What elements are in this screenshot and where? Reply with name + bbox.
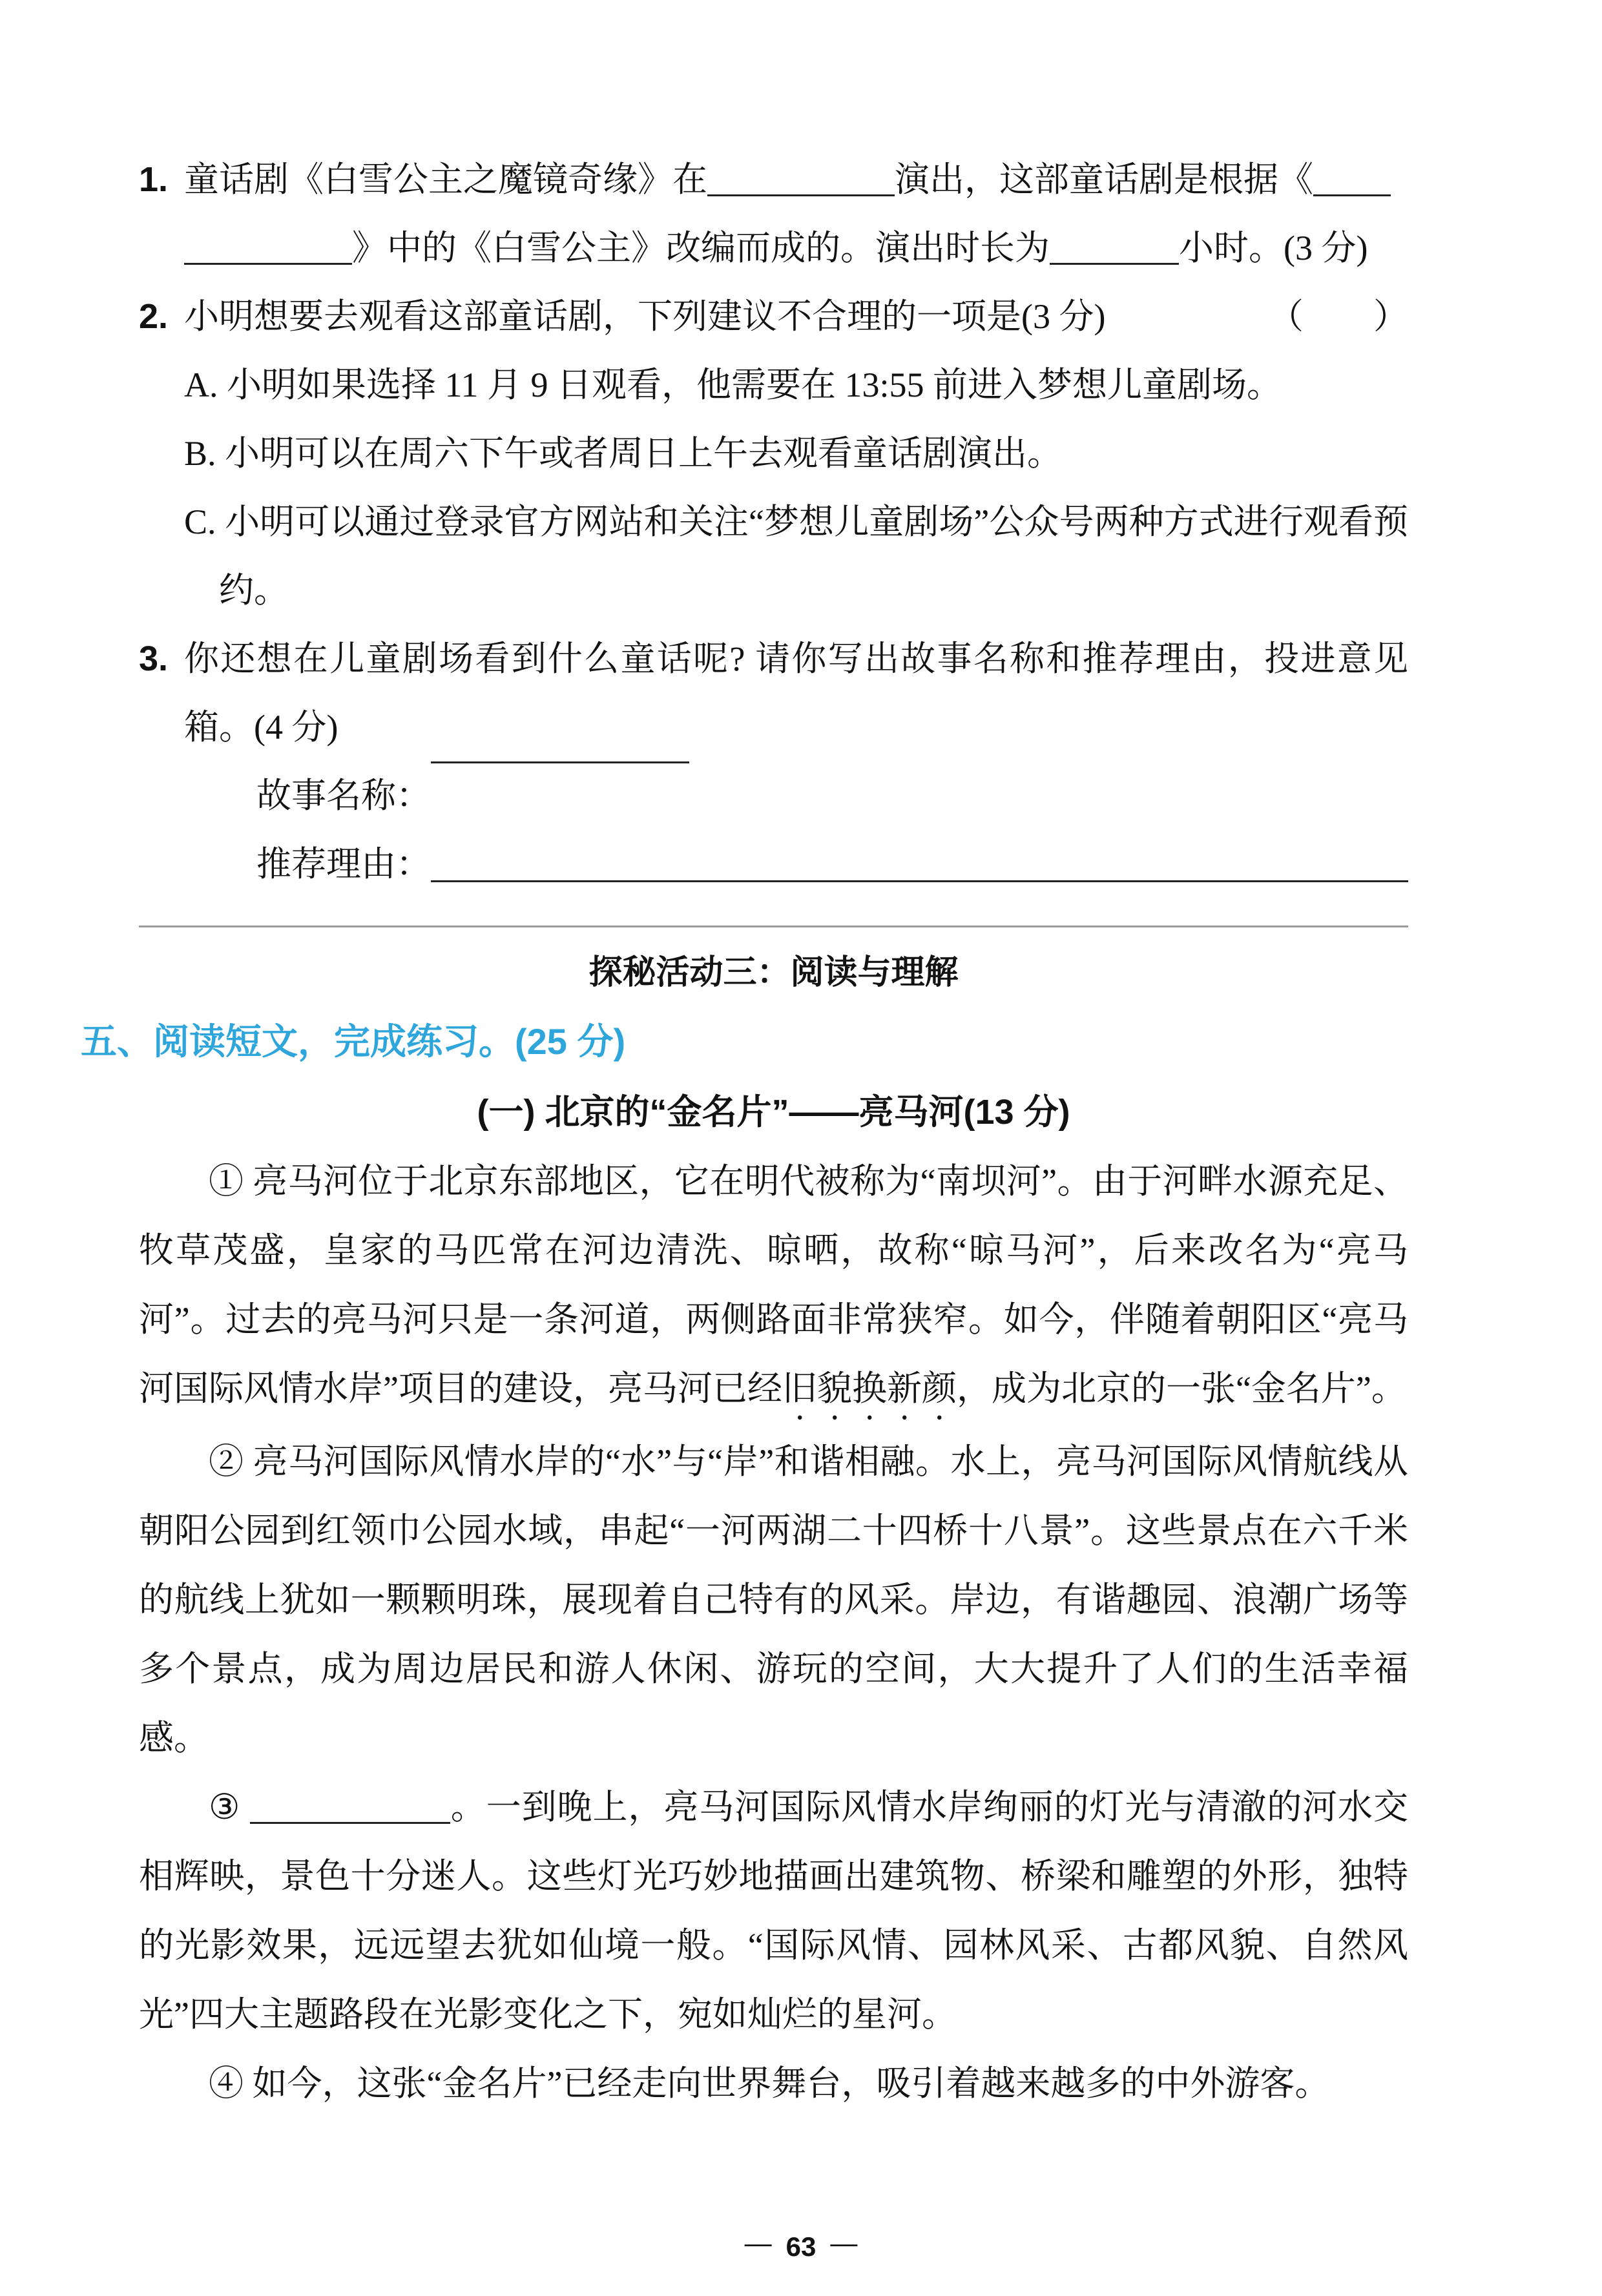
q1-blank-book-start (1313, 194, 1391, 196)
question-2-body (184, 282, 1408, 625)
q2-option-b: B. 小明可以在周六下午或者周日上午去观看童话剧演出。 (184, 434, 1063, 473)
q1-run-1: 童话剧《白雪公主之魔镜奇缘》在 (184, 160, 707, 199)
question-3-body (184, 625, 1408, 898)
question-1-number: 1. (139, 160, 169, 199)
section-five-header: 五、阅读短文，完成练习。(25 分) (81, 1021, 626, 1062)
q3-reason-line (256, 830, 1408, 898)
q2-option-a: A. 小明如果选择 11 月 9 日观看，他需要在 13:55 前进入梦想儿童剧场。 (184, 366, 1282, 404)
question-2-stem-line (184, 282, 1408, 351)
q3-reason-blank (431, 880, 1408, 882)
page-number: 63 (785, 2231, 817, 2262)
passage-paragraph-3 (139, 1773, 1408, 2049)
question-3 (139, 625, 1408, 898)
q1-blank-book-end (184, 263, 352, 265)
passage-title: (一) 北京的“金名片”——亮马河(13 分) (477, 1093, 1070, 1132)
p3-prefix: ③ (209, 1788, 250, 1826)
p1-run-1: ① 亮马河位于北京东部地区，它在明代被称为“南坝河”。由于河畔水源充足、牧草茂盛，皇家的马匹常在河边清洗、晾晒，故称“晾马河”，后来改名为“亮马河”。过去的亮马河只是一条河道，两侧路面非常狭窄。如今，伴随着朝阳区“亮马河国际风情水岸”项目的建设，亮马河已经 (139, 1162, 1408, 1408)
page-footer (0, 2228, 1602, 2262)
q3-reason-label: 推荐理由： (256, 845, 431, 884)
question-1-body (184, 145, 1408, 282)
p3-run-2: 。一到晚上，亮马河国际风情水岸绚丽的灯光与清澈的河水交相辉映，景色十分迷人。这些灯光巧妙地描画出建筑物、桥梁和雕塑的外形，独特的光影效果，远远望去犹如仙境一般。“国际风情、园林风采、古都风貌、自然风光”四大主题路段在光影变化之下，宛如灿烂的星河。 (139, 1788, 1408, 2034)
question-2 (139, 282, 1408, 625)
q2-answer-bracket: （ ） (1269, 297, 1408, 336)
p3-blank (250, 1822, 450, 1824)
q1-blank-duration (1050, 263, 1179, 265)
p1-run-2: ，成为北京的一张“金名片”。 (956, 1369, 1406, 1408)
q3-text: 你还想在儿童剧场看到什么童话呢? 请你写出故事名称和推荐理由，投进意见箱。(4 分) (184, 639, 1408, 747)
reading-passage (139, 1147, 1408, 2118)
section-divider (139, 926, 1408, 927)
q2-option-c: C. 小明可以通过登录官方网站和关注“梦想儿童剧场”公众号两种方式进行观看预约。 (184, 502, 1408, 610)
q3-story-name-line (256, 761, 1408, 830)
footer-dash-left: — (744, 2228, 772, 2258)
question-2-number: 2. (139, 297, 169, 336)
q1-run-2: 演出，这部童话剧是根据《 (895, 160, 1313, 199)
passage-paragraph-2: ② 亮马河国际风情水岸的“水”与“岸”和谐相融。水上，亮马河国际风情航线从朝阳公园到红领巾公园水域，串起“一河两湖二十四桥十八景”。这些景点在六千米的航线上犹如一颗颗明珠，展现着自己特有的风采。岸边，有谐趣园、浪潮广场等多个景点，成为周边居民和游人休闲、游玩的空间，大大提升了人们的生活幸福感。 (139, 1442, 1408, 1757)
p1-emphasized-text: 旧貌换新颜 (782, 1369, 957, 1408)
q1-blank-venue (707, 194, 895, 196)
q2-stem: 小明想要去观看这部童话剧，下列建议不合理的一项是(3 分) (184, 297, 1106, 336)
q3-story-name-label: 故事名称： (256, 776, 431, 815)
q1-run-3: 》中的《白雪公主》改编而成的。演出时长为 (352, 229, 1050, 267)
question-1 (139, 145, 1408, 282)
passage-paragraph-1 (139, 1147, 1408, 1427)
activity-header: 探秘活动三：阅读与理解 (588, 954, 959, 991)
q3-story-name-blank (431, 761, 689, 763)
footer-dash-right: — (830, 2228, 858, 2258)
q1-run-4: 小时。(3 分) (1179, 229, 1368, 267)
question-3-number: 3. (139, 639, 169, 678)
passage-paragraph-4: ④ 如今，这张“金名片”已经走向世界舞台，吸引着越来越多的中外游客。 (209, 2064, 1330, 2103)
